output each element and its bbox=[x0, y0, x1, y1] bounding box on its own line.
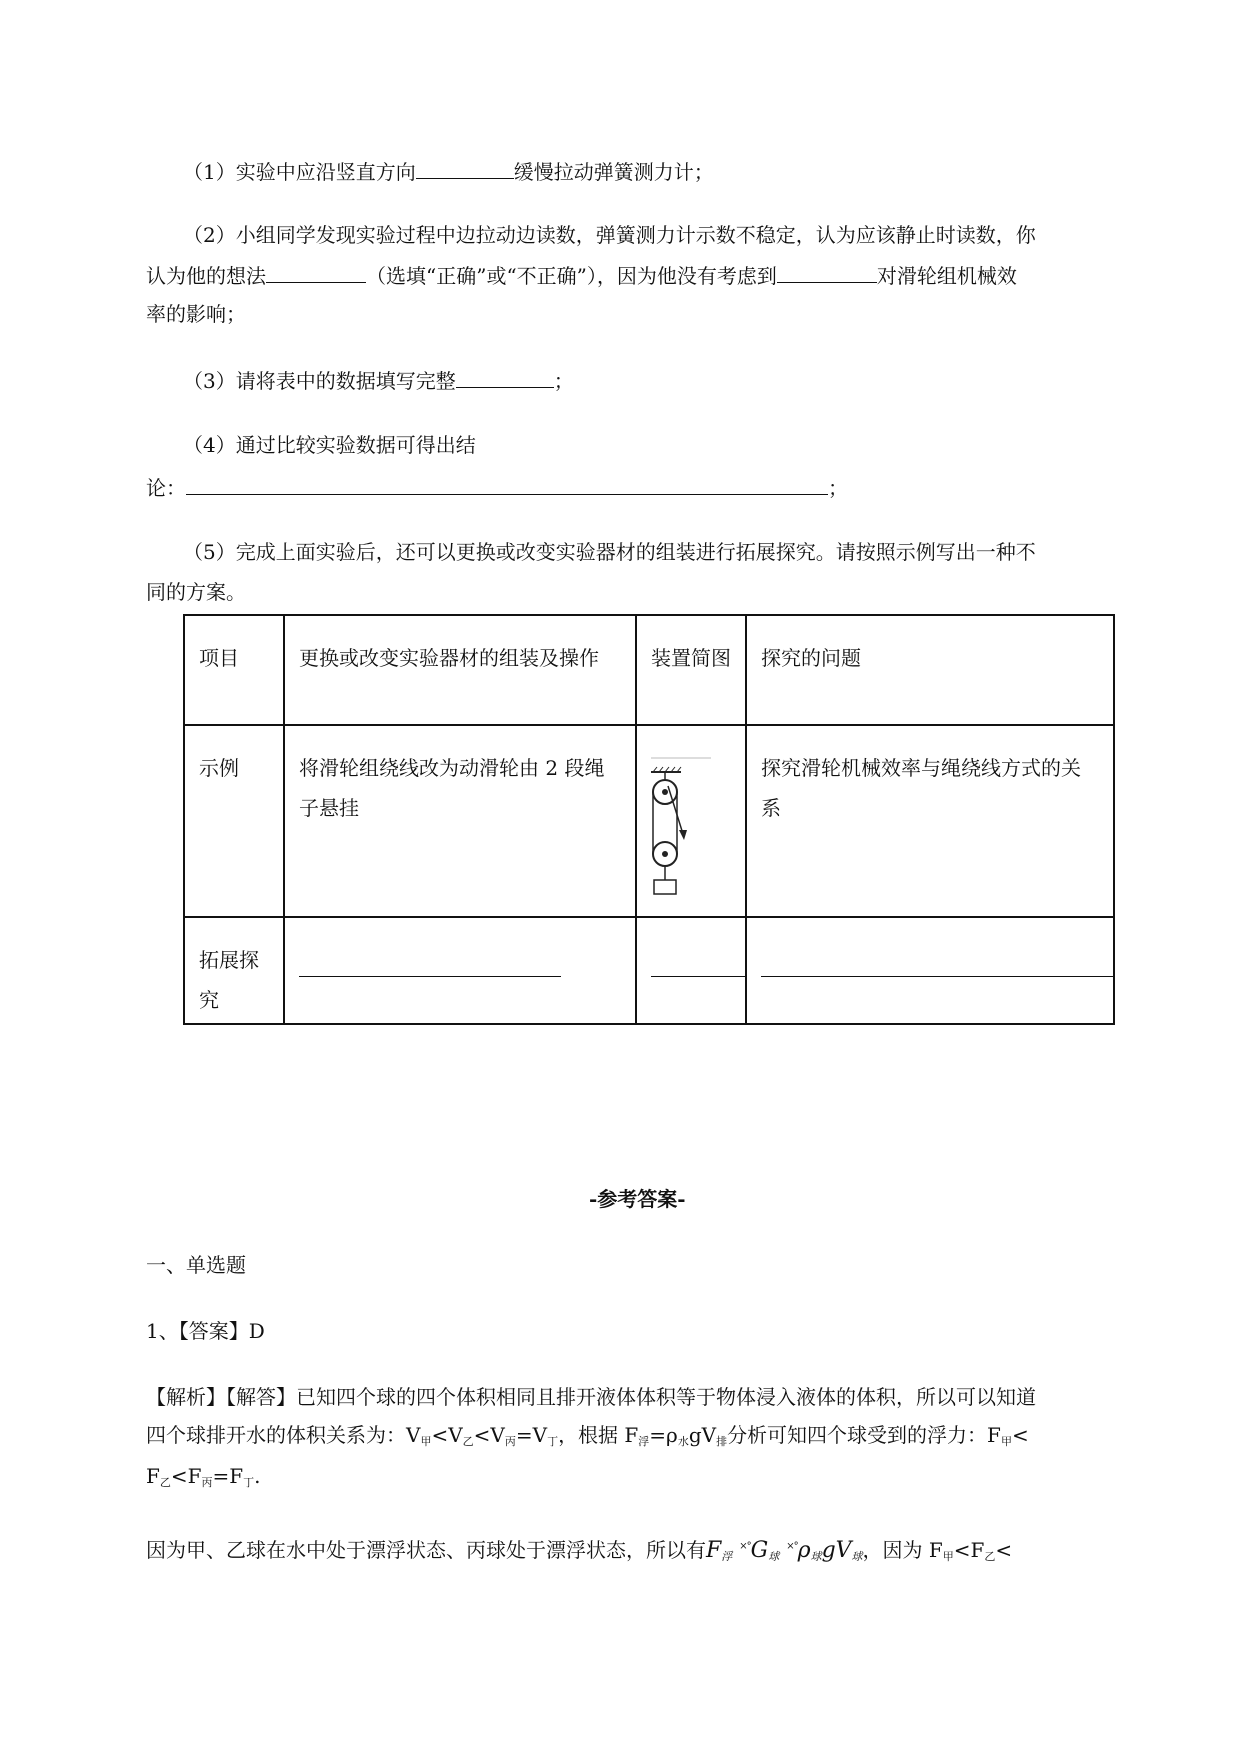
question-1 bbox=[183, 160, 714, 182]
answers-heading: -参考答案- bbox=[589, 1187, 686, 1211]
q2-blank-1[interactable] bbox=[266, 264, 366, 283]
q3-blank[interactable] bbox=[456, 369, 554, 388]
question-5-line-2: 同的方案。 bbox=[146, 580, 246, 604]
extension-diagram-cell[interactable] bbox=[636, 917, 746, 1024]
table-row-extension bbox=[184, 917, 1114, 1024]
question-2-line-3: 率的影响； bbox=[146, 302, 246, 326]
extension-operation-blank[interactable] bbox=[299, 976, 561, 977]
analysis-line-1: 【解析】【解答】已知四个球的四个体积相同且排开液体体积等于物体浸入液体的体积，所以可以知道 bbox=[146, 1385, 1036, 1409]
pulley-diagram bbox=[637, 756, 745, 916]
q3-text-post: ； bbox=[553, 369, 574, 393]
q2-text-b: （选填“正确”或“不正确”），因为他没有考虑到 bbox=[366, 264, 777, 288]
answer-item-1: 1、【答案】D bbox=[146, 1319, 265, 1343]
q2-blank-2[interactable] bbox=[777, 264, 877, 283]
extension-question-cell[interactable] bbox=[746, 917, 1114, 1024]
extension-operation-cell[interactable] bbox=[284, 917, 636, 1024]
answers-section-title: 一、单选题 bbox=[146, 1253, 246, 1277]
table-header-cell: 项目 bbox=[184, 615, 284, 725]
extension-label-cell: 拓展探究 bbox=[184, 917, 284, 1024]
example-diagram-cell bbox=[636, 725, 746, 917]
question-4-line-1: （4）通过比较实验数据可得出结 bbox=[183, 433, 476, 457]
table-header-cell: 探究的问题 bbox=[746, 615, 1114, 725]
q2-text-c: 对滑轮组机械效 bbox=[876, 264, 1017, 288]
q1-text-post: 缓慢拉动弹簧测力计； bbox=[513, 160, 714, 184]
q2-text-a: 认为他的想法 bbox=[146, 264, 266, 288]
table-header-cell: 装置简图 bbox=[636, 615, 746, 725]
extension-question-blank[interactable] bbox=[761, 976, 1113, 977]
analysis-line-3: $F_乙<F_丙=F_丁$. bbox=[146, 1464, 261, 1489]
formula-buoyancy: $F_浮$ $^{\times^\circ}G_球$ $^{\times^\circ}\rho_球gV_球$ bbox=[706, 1538, 863, 1563]
table-row-example bbox=[184, 725, 1114, 917]
analysis-line-4: 因为甲、乙球在水中处于漂浮状态、丙球处于漂浮状态，所以有$F_浮$ $^{\times^\circ}G_球$ $^{\times^\circ}\rho_球gV_球$，因为 $F_甲<F_乙<$ bbox=[146, 1538, 1013, 1563]
table-header-row bbox=[184, 615, 1114, 725]
q3-text-pre: （3）请将表中的数据填写完整 bbox=[183, 369, 456, 393]
question-2-line-2 bbox=[146, 264, 1017, 286]
table-header-cell: 更换或改变实验器材的组装及操作 bbox=[284, 615, 636, 725]
question-2-line-1: （2）小组同学发现实验过程中边拉动边读数，弹簧测力计示数不稳定，认为应该静止时读数，你 bbox=[183, 223, 1036, 247]
q1-blank[interactable] bbox=[416, 160, 514, 179]
q4-text-post: ； bbox=[828, 476, 848, 500]
experiment-table bbox=[183, 614, 1115, 1025]
q1-text-pre: （1）实验中应沿竖直方向 bbox=[183, 160, 416, 184]
example-operation-cell: 将滑轮组绕线改为动滑轮由 2 段绳子悬挂 bbox=[284, 725, 636, 917]
q4-blank[interactable] bbox=[186, 476, 828, 495]
question-4-line-2 bbox=[146, 476, 848, 498]
analysis-line-2: 四个球排开水的体积关系为：$V_甲<V_乙<V_丙=V_丁$，根据 $F_浮=\rho_水gV_排$分析可知四个球受到的浮力：$F_甲<$ bbox=[146, 1423, 1029, 1448]
question-3 bbox=[183, 369, 574, 391]
q4-text-pre: 论： bbox=[146, 476, 186, 500]
question-5-line-1: （5）完成上面实验后，还可以更换或改变实验器材的组装进行拓展探究。请按照示例写出一种不 bbox=[183, 540, 1036, 564]
extension-diagram-blank[interactable] bbox=[651, 976, 745, 977]
example-label-cell: 示例 bbox=[184, 725, 284, 917]
example-question-cell: 探究滑轮机械效率与绳绕线方式的关系 bbox=[746, 725, 1114, 917]
